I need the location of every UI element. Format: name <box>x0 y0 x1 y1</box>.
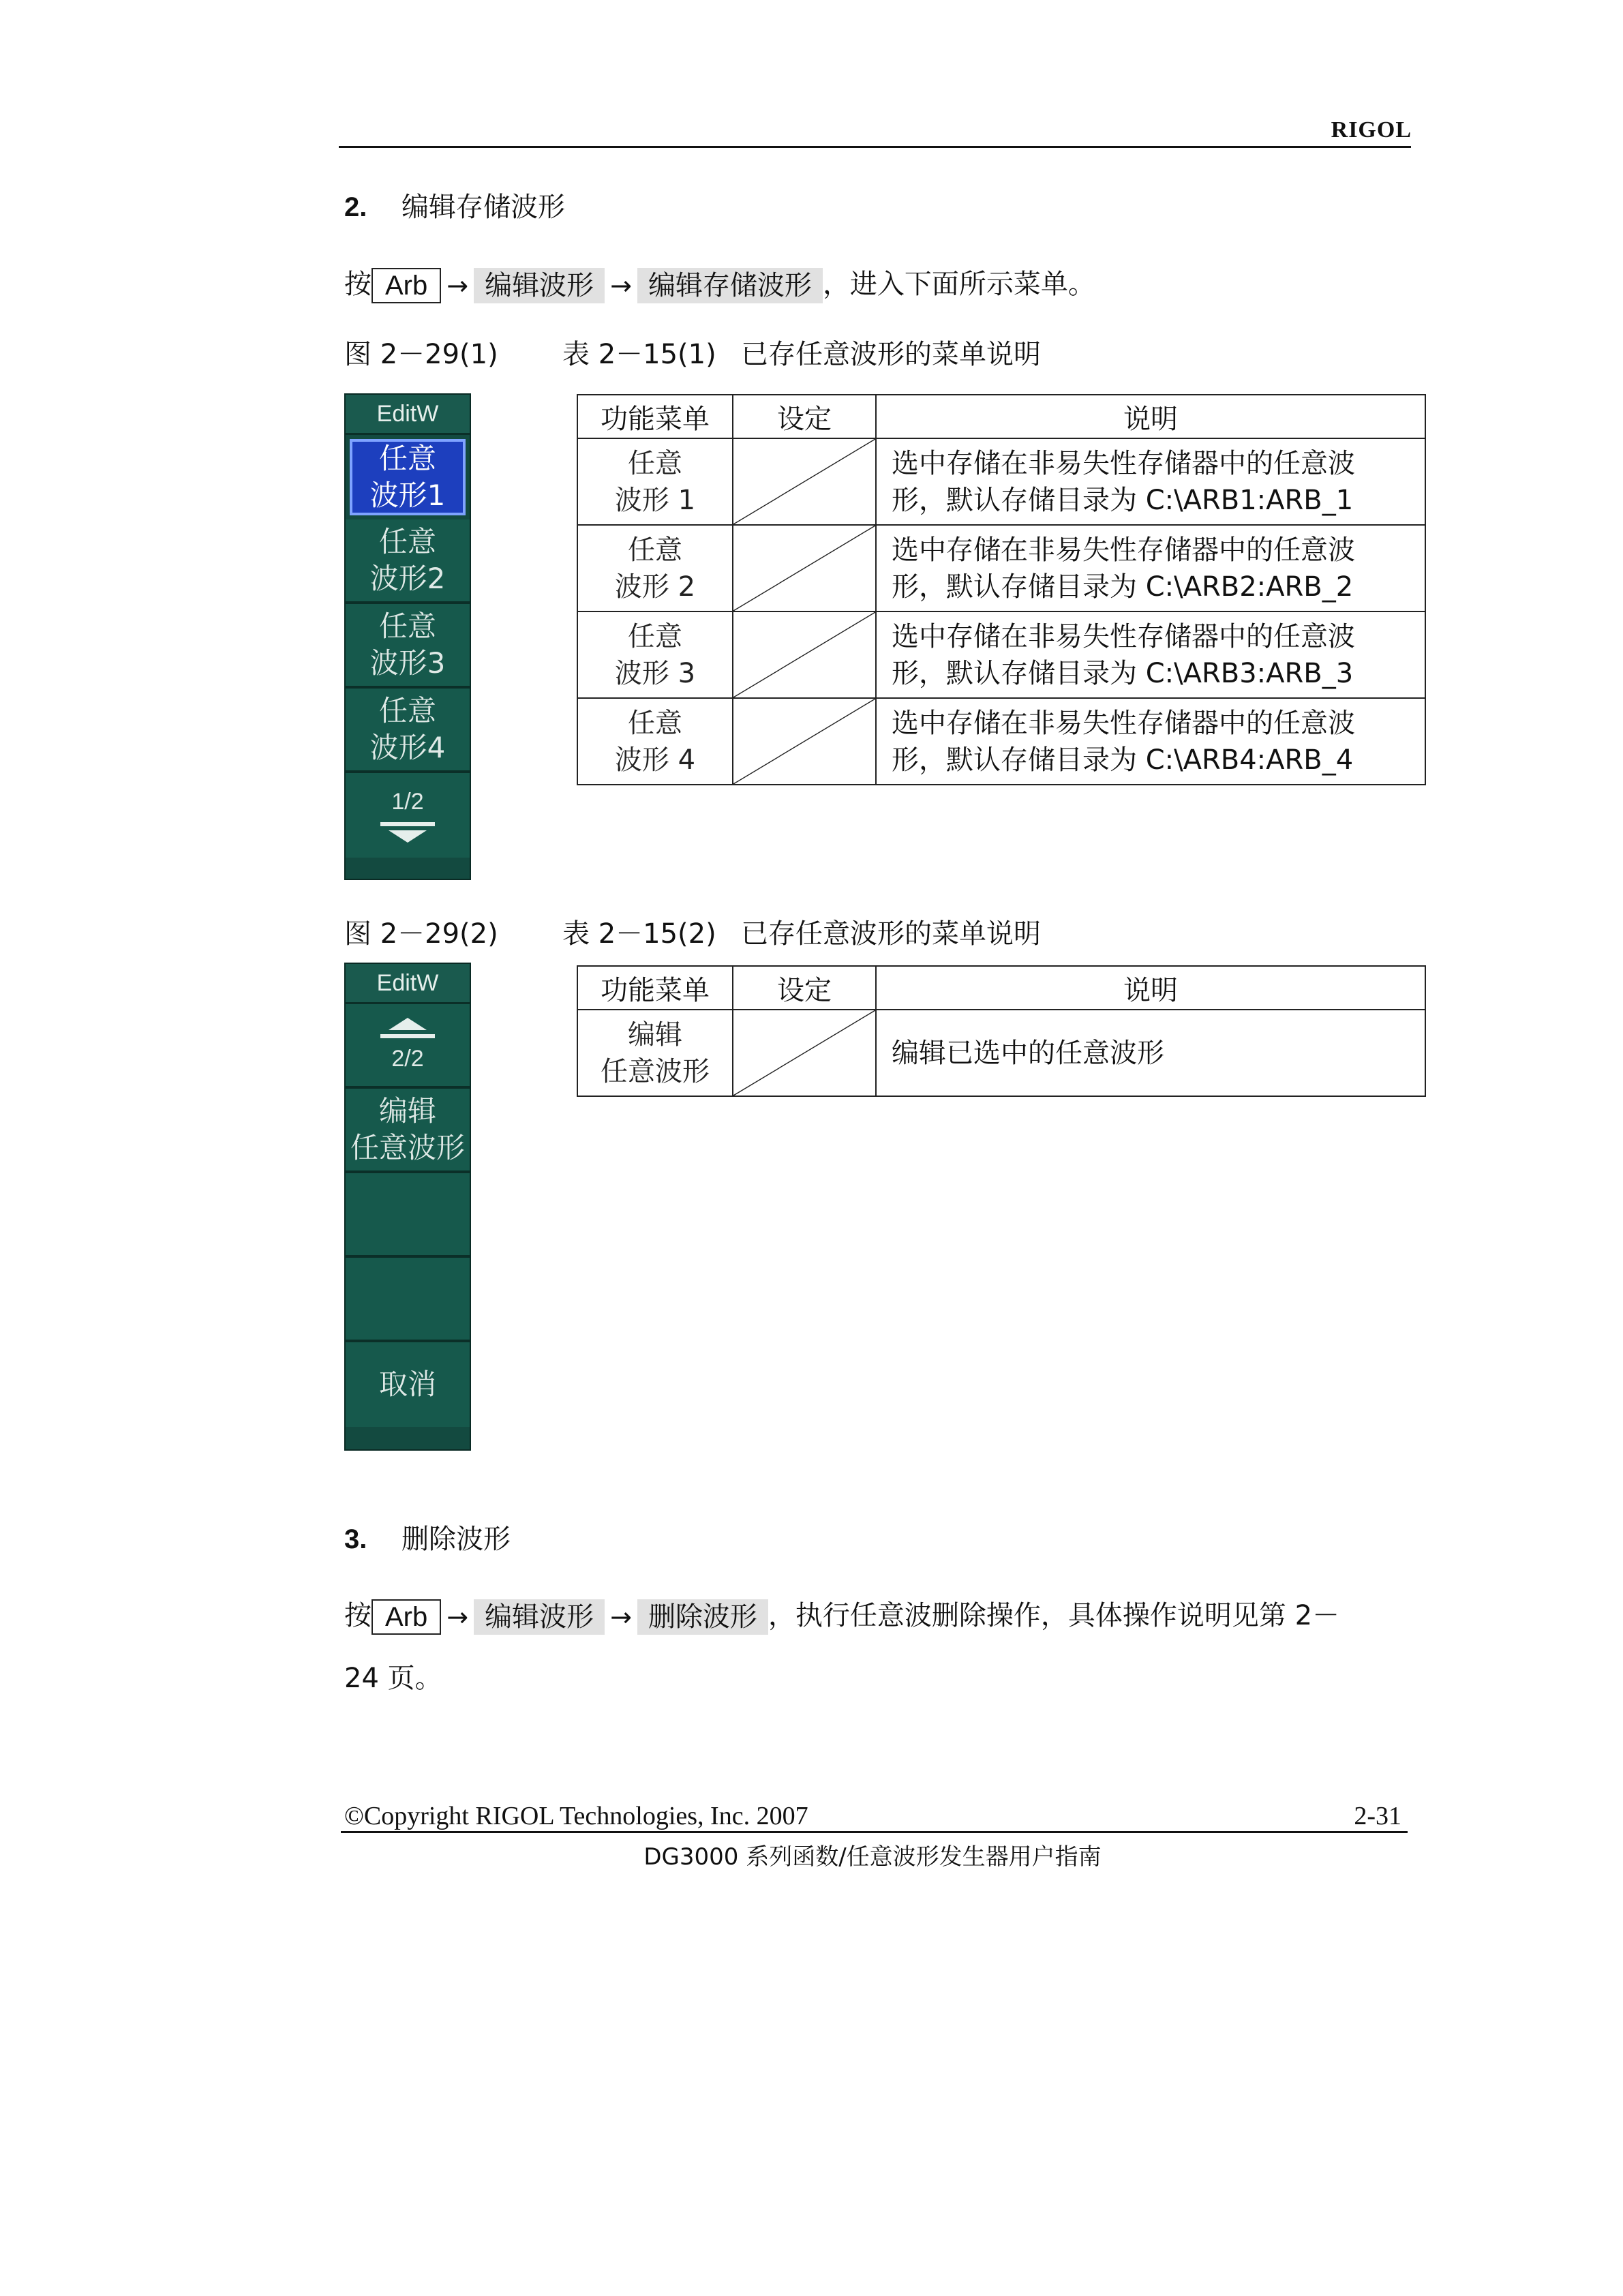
section-2-title: 编辑存储波形 <box>401 192 565 223</box>
section-3-title: 删除波形 <box>401 1524 511 1555</box>
menu-label: 任意 <box>378 525 436 558</box>
diagonal-line <box>733 439 875 524</box>
edit-stored-wave-softkey: 编辑存储波形 <box>637 268 823 303</box>
section-3-number: 3. <box>344 1524 367 1554</box>
description-line: 选中存储在非易失性存储器中的任意波 <box>892 447 1355 479</box>
menu-cell-line: 任意波形 <box>601 1055 710 1087</box>
menu-cell-line: 编辑 <box>628 1018 682 1051</box>
header-setting: 设定 <box>733 395 876 438</box>
menu-cell-line: 任意 <box>628 707 682 739</box>
menu-cell-line: 任意 <box>628 534 682 566</box>
menu-label: 波形1 <box>369 479 446 512</box>
figure-label-1: 图 2－29(1) <box>344 339 498 370</box>
brand-logo: RIGOL <box>1331 117 1412 142</box>
menu-cancel[interactable] <box>346 1342 470 1427</box>
description-cell <box>876 611 1425 698</box>
description-cell <box>876 525 1425 611</box>
menu-empty-slot <box>346 1258 470 1342</box>
menu-title: EditW <box>346 964 470 1004</box>
section-2-heading <box>344 185 565 224</box>
menu-cell <box>577 698 733 785</box>
header-setting: 设定 <box>733 966 876 1010</box>
instruction-continuation: 24 页。 <box>344 1663 442 1694</box>
menu-cell <box>577 438 733 525</box>
section-3-heading <box>344 1517 511 1556</box>
footer-rule <box>341 1831 1408 1833</box>
menu-cell-line: 波形 1 <box>614 484 696 516</box>
arrow-down-icon <box>346 822 470 843</box>
diagonal-line <box>733 699 875 784</box>
diagonal-line <box>733 1010 875 1096</box>
section-2-instruction <box>344 264 1095 306</box>
instruction-suffix: ，执行任意波删除操作，具体操作说明见第 2－ <box>768 1600 1340 1631</box>
section-2-number: 2. <box>344 192 367 222</box>
table-row <box>577 438 1425 525</box>
setting-cell <box>733 525 876 611</box>
table-title-1: 已存任意波形的菜单说明 <box>741 339 1041 370</box>
table-label-1: 表 2－15(1) <box>562 339 716 370</box>
table-header-row <box>577 395 1425 438</box>
setting-cell <box>733 698 876 785</box>
description-line: 选中存储在非易失性存储器中的任意波 <box>892 620 1355 652</box>
table-label-2: 表 2－15(2) <box>562 918 716 950</box>
instruction-prefix: 按 <box>344 269 371 300</box>
diagonal-line <box>733 526 875 611</box>
editw-menu-page-2 <box>344 963 471 1451</box>
header-menu: 功能菜单 <box>577 966 733 1010</box>
setting-cell <box>733 438 876 525</box>
arb-key: Arb <box>371 1599 441 1635</box>
arb-key: Arb <box>371 268 441 303</box>
header-description: 说明 <box>876 966 1425 1010</box>
table-row <box>577 698 1425 785</box>
description-line: 形，默认存储目录为 C:\ARB4:ARB_4 <box>892 744 1354 776</box>
description-cell <box>876 698 1425 785</box>
menu-cell <box>577 1010 733 1096</box>
section-3-instruction <box>344 1595 1339 1637</box>
menu-edit-arb-wave[interactable] <box>346 1089 470 1173</box>
menu-arb-wave-4[interactable] <box>346 689 470 773</box>
menu-cell-line: 波形 2 <box>614 571 696 603</box>
description-line: 形，默认存储目录为 C:\ARB1:ARB_1 <box>892 484 1354 516</box>
edit-wave-softkey: 编辑波形 <box>474 1599 605 1635</box>
menu-next-page[interactable] <box>346 773 470 858</box>
menu-cell-line: 任意 <box>628 447 682 479</box>
delete-wave-softkey: 删除波形 <box>637 1599 768 1635</box>
arrow-right-icon: → <box>610 1602 632 1632</box>
menu-label: 波形2 <box>369 562 446 595</box>
page-indicator: 2/2 <box>391 1046 424 1072</box>
description-cell: 编辑已选中的任意波形 <box>876 1010 1425 1096</box>
menu-cell <box>577 525 733 611</box>
menu-label: 任意波形 <box>350 1131 465 1164</box>
page-indicator: 1/2 <box>391 789 424 815</box>
menu-label: 任意 <box>378 609 436 643</box>
arrow-right-icon: → <box>610 271 632 301</box>
menu-empty-slot <box>346 1173 470 1258</box>
menu-prev-page[interactable] <box>346 1004 470 1089</box>
table-row <box>577 1010 1425 1096</box>
table-row <box>577 525 1425 611</box>
description-line: 形，默认存储目录为 C:\ARB2:ARB_2 <box>892 571 1354 603</box>
menu-label: 任意 <box>378 694 436 727</box>
setting-cell <box>733 1010 876 1096</box>
footer-page-number: 2-31 <box>1354 1802 1401 1830</box>
table-header-row <box>577 966 1425 1010</box>
description-cell <box>876 438 1425 525</box>
menu-arb-wave-3[interactable] <box>346 604 470 689</box>
diagonal-line <box>733 612 875 697</box>
arrow-right-icon: → <box>446 271 469 301</box>
instruction-prefix: 按 <box>344 1600 371 1631</box>
menu-arb-wave-1[interactable] <box>350 439 466 515</box>
menu-label: 取消 <box>378 1368 436 1401</box>
table-title-2: 已存任意波形的菜单说明 <box>741 918 1041 950</box>
table-row <box>577 611 1425 698</box>
menu-description-table-1 <box>577 394 1426 785</box>
edit-wave-softkey: 编辑波形 <box>474 268 605 303</box>
arrow-right-icon: → <box>446 1602 469 1632</box>
footer-manual-title: DG3000 系列函数/任意波形发生器用户指南 <box>643 1843 1102 1871</box>
menu-label: 波形3 <box>369 646 446 680</box>
caption-1 <box>344 333 1041 372</box>
figure-label-2: 图 2－29(2) <box>344 918 498 950</box>
editw-menu-page-1 <box>344 393 471 880</box>
menu-cell-line: 波形 3 <box>614 657 696 689</box>
menu-cell <box>577 611 733 698</box>
instruction-suffix: ，进入下面所示菜单。 <box>822 269 1095 300</box>
menu-description-table-2 <box>577 965 1426 1097</box>
setting-cell <box>733 611 876 698</box>
caption-2 <box>344 912 1041 951</box>
footer-copyright: ©Copyright RIGOL Technologies, Inc. 2007 <box>344 1802 808 1830</box>
description-line: 选中存储在非易失性存储器中的任意波 <box>892 707 1355 739</box>
header-rule <box>339 146 1411 148</box>
menu-arb-wave-2[interactable] <box>346 519 470 604</box>
menu-label: 波形4 <box>369 731 446 764</box>
description-line: 选中存储在非易失性存储器中的任意波 <box>892 534 1355 566</box>
menu-label: 编辑 <box>378 1094 436 1128</box>
header-description: 说明 <box>876 395 1425 438</box>
header-menu: 功能菜单 <box>577 395 733 438</box>
menu-title: EditW <box>346 395 470 435</box>
menu-cell-line: 波形 4 <box>614 744 696 776</box>
arrow-up-icon <box>346 1018 470 1038</box>
menu-label: 任意 <box>378 442 436 475</box>
description-line: 形，默认存储目录为 C:\ARB3:ARB_3 <box>892 657 1354 689</box>
menu-cell-line: 任意 <box>628 620 682 652</box>
